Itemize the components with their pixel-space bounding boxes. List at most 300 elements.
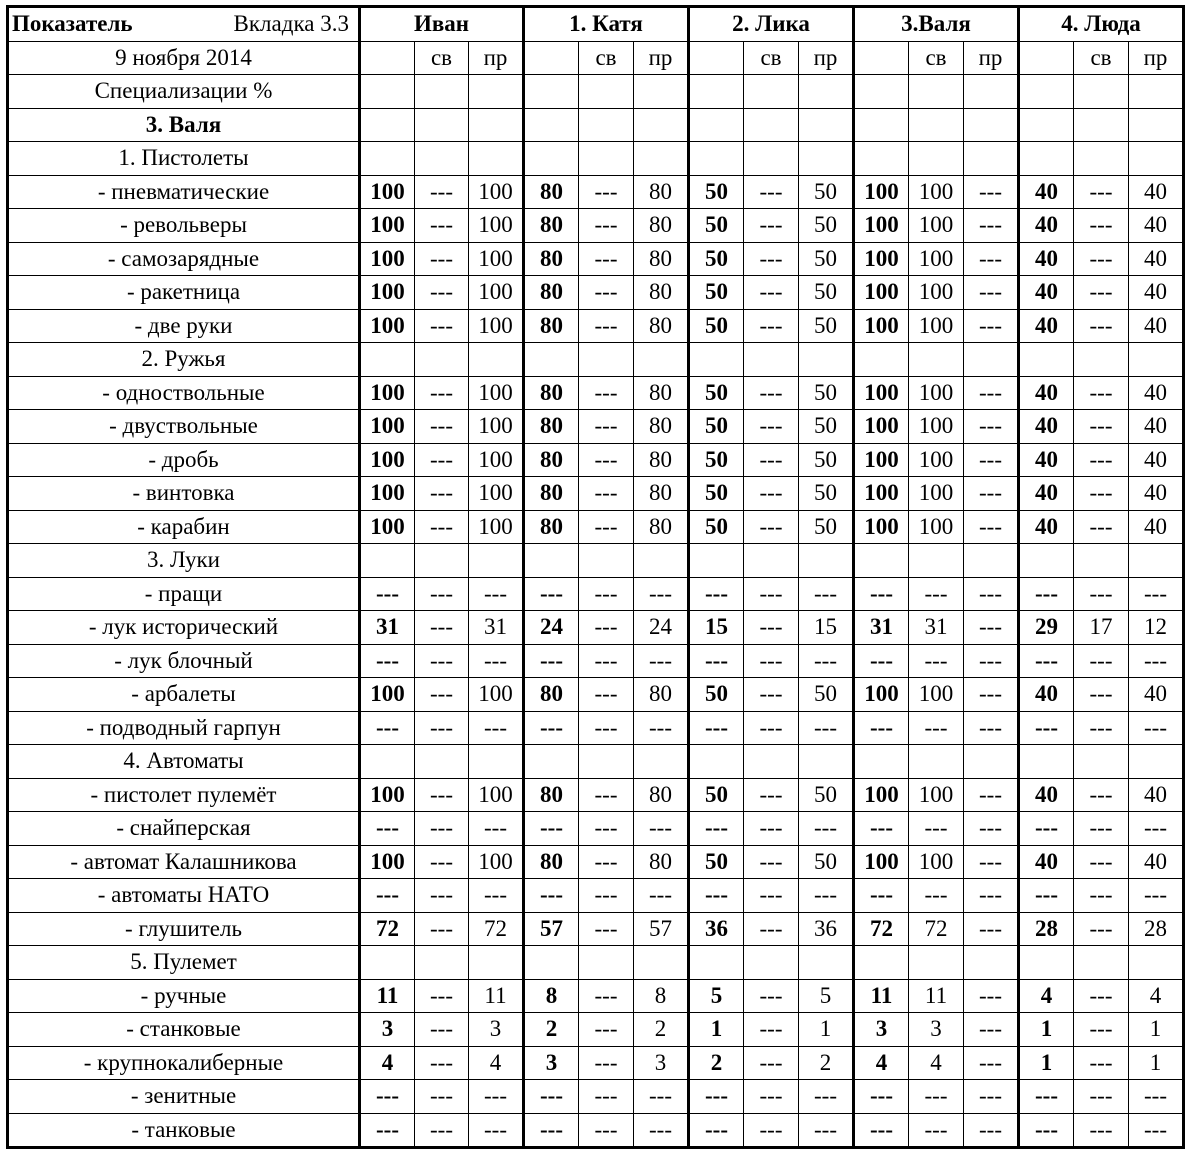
- total-cell: 50: [689, 376, 744, 410]
- pr-cell: 100: [469, 510, 524, 544]
- empty-cell: [1074, 108, 1129, 142]
- pr-cell: 15: [799, 611, 854, 645]
- pr-cell: ---: [799, 644, 854, 678]
- sv-cell: ---: [579, 477, 634, 511]
- row-label: 4. Автоматы: [8, 745, 360, 779]
- sv-cell: ---: [415, 879, 469, 913]
- total-cell: 40: [1019, 778, 1074, 812]
- table-row: [8, 410, 1184, 444]
- pr-cell: 100: [469, 276, 524, 310]
- empty-cell: [1019, 108, 1074, 142]
- row-label: - карабин: [8, 510, 360, 544]
- row-label: - пневматические: [8, 175, 360, 209]
- empty-cell: [854, 142, 909, 176]
- sv-cell: ---: [1074, 845, 1129, 879]
- pr-cell: 50: [799, 309, 854, 343]
- sv-cell: ---: [744, 1013, 799, 1047]
- total-cell: 50: [689, 175, 744, 209]
- sv-cell: ---: [744, 644, 799, 678]
- empty-cell: [799, 343, 854, 377]
- total-cell: 100: [854, 477, 909, 511]
- total-cell: 50: [689, 778, 744, 812]
- sv-cell: 31: [909, 611, 964, 645]
- sv-cell: ---: [1074, 678, 1129, 712]
- sv-cell: ---: [744, 477, 799, 511]
- sv-cell: 72: [909, 912, 964, 946]
- pr-cell: 100: [469, 209, 524, 243]
- pr-cell: ---: [634, 711, 689, 745]
- empty-cell: [799, 75, 854, 109]
- pr-cell: 5: [799, 979, 854, 1013]
- empty-cell: [524, 946, 579, 980]
- pr-cell: 11: [469, 979, 524, 1013]
- total-cell: 80: [524, 376, 579, 410]
- empty-cell: [964, 946, 1019, 980]
- total-cell: 50: [689, 410, 744, 444]
- total-cell: 11: [854, 979, 909, 1013]
- sv-cell: ---: [415, 175, 469, 209]
- empty-cell: [1129, 75, 1184, 109]
- empty-cell: [689, 75, 744, 109]
- empty-cell: [469, 544, 524, 578]
- empty-cell: [579, 343, 634, 377]
- sv-cell: ---: [1074, 1013, 1129, 1047]
- empty-cell: [469, 946, 524, 980]
- pr-cell: 36: [799, 912, 854, 946]
- empty-cell: [909, 75, 964, 109]
- pr-cell: ---: [964, 1113, 1019, 1148]
- pr-cell: ---: [634, 879, 689, 913]
- pr-cell: 100: [469, 175, 524, 209]
- sv-cell: ---: [415, 477, 469, 511]
- empty-cell: [964, 745, 1019, 779]
- empty-cell: [909, 745, 964, 779]
- sv-cell: ---: [579, 309, 634, 343]
- total-cell: 40: [1019, 845, 1074, 879]
- pr-cell: 80: [634, 443, 689, 477]
- sv-cell: ---: [1074, 912, 1129, 946]
- empty-cell: [634, 946, 689, 980]
- empty-cell: [799, 745, 854, 779]
- total-cell: ---: [524, 812, 579, 846]
- pr-cell: 72: [469, 912, 524, 946]
- empty-cell: [909, 343, 964, 377]
- pr-cell: 40: [1129, 376, 1184, 410]
- sv-cell: ---: [744, 1046, 799, 1080]
- section-row: [8, 343, 1184, 377]
- sv-cell: ---: [579, 711, 634, 745]
- sv-cell: 100: [909, 242, 964, 276]
- sv-cell: ---: [1074, 1046, 1129, 1080]
- sv-cell: ---: [1074, 242, 1129, 276]
- pr-cell: 100: [469, 443, 524, 477]
- empty-cell: [415, 75, 469, 109]
- pr-cell: ---: [469, 577, 524, 611]
- section-row: [8, 142, 1184, 176]
- empty-cell: [524, 343, 579, 377]
- pr-cell: 80: [634, 678, 689, 712]
- sv-cell: ---: [415, 410, 469, 444]
- pr-cell: ---: [964, 644, 1019, 678]
- empty-cell: [1019, 745, 1074, 779]
- total-cell: 3: [360, 1013, 415, 1047]
- sv-cell: ---: [415, 443, 469, 477]
- tab-label: Вкладка 3.3: [233, 11, 349, 37]
- sv-cell: ---: [415, 644, 469, 678]
- sv-cell: ---: [579, 1013, 634, 1047]
- total-cell: 50: [689, 510, 744, 544]
- sv-cell: ---: [415, 242, 469, 276]
- empty-cell: [909, 142, 964, 176]
- pr-cell: ---: [1129, 879, 1184, 913]
- table-row: [8, 1046, 1184, 1080]
- empty-cell: [964, 343, 1019, 377]
- sv-cell: ---: [415, 1113, 469, 1148]
- pr-cell: 1: [1129, 1013, 1184, 1047]
- sv-cell: ---: [579, 276, 634, 310]
- total-cell: 100: [854, 778, 909, 812]
- sub-total-2: [689, 41, 744, 75]
- sv-cell: ---: [1074, 510, 1129, 544]
- total-cell: 80: [524, 678, 579, 712]
- indicator-header-cell: [8, 7, 360, 42]
- table-row: [8, 611, 1184, 645]
- pr-cell: 3: [634, 1046, 689, 1080]
- empty-cell: [524, 108, 579, 142]
- sv-cell: ---: [744, 778, 799, 812]
- total-cell: 80: [524, 309, 579, 343]
- header-row-names: [8, 7, 1184, 42]
- total-cell: 100: [360, 376, 415, 410]
- pr-cell: 40: [1129, 845, 1184, 879]
- sub-pr-0: пр: [469, 41, 524, 75]
- pr-cell: 8: [634, 979, 689, 1013]
- pr-cell: 80: [634, 309, 689, 343]
- sv-cell: ---: [579, 175, 634, 209]
- sv-cell: ---: [1074, 979, 1129, 1013]
- sv-cell: ---: [909, 1113, 964, 1148]
- empty-cell: [415, 745, 469, 779]
- empty-cell: [854, 745, 909, 779]
- section-row: [8, 108, 1184, 142]
- pr-cell: ---: [799, 812, 854, 846]
- person-header-2: 2. Лика: [689, 7, 854, 42]
- pr-cell: 100: [469, 678, 524, 712]
- sv-cell: 17: [1074, 611, 1129, 645]
- total-cell: 40: [1019, 510, 1074, 544]
- sv-cell: ---: [415, 309, 469, 343]
- total-cell: 40: [1019, 443, 1074, 477]
- pr-cell: ---: [634, 644, 689, 678]
- sv-cell: ---: [744, 209, 799, 243]
- row-label: - пистолет пулемёт: [8, 778, 360, 812]
- sv-cell: ---: [1074, 644, 1129, 678]
- total-cell: 50: [689, 845, 744, 879]
- total-cell: 40: [1019, 242, 1074, 276]
- pr-cell: 80: [634, 477, 689, 511]
- total-cell: ---: [524, 577, 579, 611]
- sv-cell: ---: [415, 1013, 469, 1047]
- empty-cell: [469, 142, 524, 176]
- person-header-3: 3.Валя: [854, 7, 1019, 42]
- sv-cell: ---: [909, 711, 964, 745]
- row-label: - танковые: [8, 1113, 360, 1148]
- row-label: - лук исторический: [8, 611, 360, 645]
- sv-cell: ---: [579, 644, 634, 678]
- sub-total-3: [854, 41, 909, 75]
- pr-cell: ---: [964, 1046, 1019, 1080]
- row-label: Специализации %: [8, 75, 360, 109]
- pr-cell: 100: [469, 778, 524, 812]
- pr-cell: 50: [799, 778, 854, 812]
- empty-cell: [1019, 142, 1074, 176]
- total-cell: 100: [360, 175, 415, 209]
- sub-sv-1: св: [579, 41, 634, 75]
- sv-cell: ---: [579, 209, 634, 243]
- empty-cell: [415, 544, 469, 578]
- pr-cell: ---: [964, 979, 1019, 1013]
- sv-cell: ---: [744, 242, 799, 276]
- pr-cell: ---: [634, 1080, 689, 1114]
- empty-cell: [909, 544, 964, 578]
- pr-cell: ---: [634, 812, 689, 846]
- empty-cell: [469, 343, 524, 377]
- pr-cell: 28: [1129, 912, 1184, 946]
- sv-cell: ---: [909, 812, 964, 846]
- total-cell: ---: [854, 1080, 909, 1114]
- sv-cell: ---: [415, 979, 469, 1013]
- sv-cell: ---: [744, 309, 799, 343]
- pr-cell: ---: [1129, 1080, 1184, 1114]
- sv-cell: ---: [415, 1080, 469, 1114]
- pr-cell: 57: [634, 912, 689, 946]
- sv-cell: 100: [909, 477, 964, 511]
- total-cell: 100: [360, 309, 415, 343]
- pr-cell: 40: [1129, 443, 1184, 477]
- pr-cell: 40: [1129, 242, 1184, 276]
- pr-cell: ---: [964, 611, 1019, 645]
- pr-cell: ---: [964, 477, 1019, 511]
- pr-cell: ---: [964, 879, 1019, 913]
- row-label: - лук блочный: [8, 644, 360, 678]
- pr-cell: 31: [469, 611, 524, 645]
- sv-cell: ---: [579, 845, 634, 879]
- total-cell: ---: [524, 1080, 579, 1114]
- total-cell: 100: [854, 175, 909, 209]
- pr-cell: ---: [964, 1013, 1019, 1047]
- total-cell: 28: [1019, 912, 1074, 946]
- total-cell: 80: [524, 443, 579, 477]
- sv-cell: ---: [744, 443, 799, 477]
- sv-cell: ---: [1074, 711, 1129, 745]
- sv-cell: 100: [909, 443, 964, 477]
- empty-cell: [1019, 946, 1074, 980]
- total-cell: ---: [689, 644, 744, 678]
- sv-cell: ---: [579, 376, 634, 410]
- pr-cell: 40: [1129, 477, 1184, 511]
- total-cell: ---: [689, 711, 744, 745]
- total-cell: 1: [1019, 1046, 1074, 1080]
- total-cell: 80: [524, 510, 579, 544]
- empty-cell: [415, 946, 469, 980]
- sv-cell: 100: [909, 678, 964, 712]
- row-label: - снайперская: [8, 812, 360, 846]
- sv-cell: ---: [1074, 778, 1129, 812]
- total-cell: ---: [1019, 1113, 1074, 1148]
- empty-cell: [360, 75, 415, 109]
- sv-cell: 11: [909, 979, 964, 1013]
- pr-cell: 50: [799, 175, 854, 209]
- row-label: 3. Луки: [8, 544, 360, 578]
- pr-cell: ---: [799, 711, 854, 745]
- total-cell: 50: [689, 242, 744, 276]
- empty-cell: [744, 544, 799, 578]
- header-row-sub: [8, 41, 1184, 75]
- table-row: [8, 912, 1184, 946]
- sv-cell: 3: [909, 1013, 964, 1047]
- pr-cell: ---: [1129, 1113, 1184, 1148]
- pr-cell: ---: [964, 175, 1019, 209]
- sv-cell: ---: [1074, 209, 1129, 243]
- sv-cell: ---: [744, 410, 799, 444]
- empty-cell: [1019, 343, 1074, 377]
- sv-cell: ---: [1074, 477, 1129, 511]
- empty-cell: [964, 75, 1019, 109]
- empty-cell: [689, 142, 744, 176]
- empty-cell: [524, 745, 579, 779]
- pr-cell: 1: [799, 1013, 854, 1047]
- empty-cell: [360, 343, 415, 377]
- pr-cell: ---: [799, 577, 854, 611]
- total-cell: 80: [524, 175, 579, 209]
- table-row: [8, 577, 1184, 611]
- empty-cell: [415, 343, 469, 377]
- pr-cell: ---: [469, 879, 524, 913]
- pr-cell: 50: [799, 477, 854, 511]
- sub-total-0: [360, 41, 415, 75]
- sv-cell: ---: [1074, 577, 1129, 611]
- empty-cell: [799, 544, 854, 578]
- total-cell: ---: [1019, 812, 1074, 846]
- total-cell: 40: [1019, 276, 1074, 310]
- sv-cell: 100: [909, 510, 964, 544]
- sv-cell: 100: [909, 410, 964, 444]
- sub-pr-2: пр: [799, 41, 854, 75]
- pr-cell: 40: [1129, 410, 1184, 444]
- total-cell: ---: [524, 711, 579, 745]
- sv-cell: ---: [579, 510, 634, 544]
- empty-cell: [1129, 745, 1184, 779]
- total-cell: 100: [854, 309, 909, 343]
- total-cell: ---: [524, 1113, 579, 1148]
- sv-cell: 100: [909, 845, 964, 879]
- sv-cell: ---: [1074, 1113, 1129, 1148]
- pr-cell: ---: [799, 1113, 854, 1148]
- empty-cell: [579, 946, 634, 980]
- empty-cell: [579, 108, 634, 142]
- empty-cell: [360, 544, 415, 578]
- sv-cell: 100: [909, 209, 964, 243]
- row-label: - крупнокалиберные: [8, 1046, 360, 1080]
- table-row: [8, 644, 1184, 678]
- empty-cell: [1129, 108, 1184, 142]
- total-cell: ---: [854, 577, 909, 611]
- sv-cell: ---: [415, 1046, 469, 1080]
- sv-cell: ---: [1074, 879, 1129, 913]
- pr-cell: ---: [1129, 644, 1184, 678]
- row-label: - самозарядные: [8, 242, 360, 276]
- row-label: 3. Валя: [8, 108, 360, 142]
- total-cell: 80: [524, 410, 579, 444]
- total-cell: ---: [689, 1080, 744, 1114]
- pr-cell: ---: [964, 912, 1019, 946]
- total-cell: ---: [854, 879, 909, 913]
- sv-cell: ---: [744, 912, 799, 946]
- table-row: [8, 276, 1184, 310]
- total-cell: 100: [854, 209, 909, 243]
- row-label: - арбалеты: [8, 678, 360, 712]
- total-cell: ---: [1019, 711, 1074, 745]
- pr-cell: 40: [1129, 778, 1184, 812]
- pr-cell: ---: [964, 778, 1019, 812]
- pr-cell: 100: [469, 477, 524, 511]
- sub-sv-4: св: [1074, 41, 1129, 75]
- empty-cell: [909, 946, 964, 980]
- pr-cell: ---: [964, 443, 1019, 477]
- empty-cell: [744, 142, 799, 176]
- sv-cell: ---: [744, 1113, 799, 1148]
- table-row: [8, 879, 1184, 913]
- empty-cell: [964, 142, 1019, 176]
- pr-cell: ---: [964, 577, 1019, 611]
- sv-cell: ---: [579, 443, 634, 477]
- sv-cell: ---: [415, 678, 469, 712]
- total-cell: ---: [360, 577, 415, 611]
- total-cell: 72: [360, 912, 415, 946]
- pr-cell: 1: [1129, 1046, 1184, 1080]
- pr-cell: 80: [634, 276, 689, 310]
- sv-cell: ---: [744, 678, 799, 712]
- row-label: - зенитные: [8, 1080, 360, 1114]
- empty-cell: [524, 75, 579, 109]
- sv-cell: ---: [909, 879, 964, 913]
- empty-cell: [854, 343, 909, 377]
- empty-cell: [854, 544, 909, 578]
- total-cell: 50: [689, 309, 744, 343]
- pr-cell: 50: [799, 276, 854, 310]
- sub-pr-4: пр: [1129, 41, 1184, 75]
- pr-cell: 80: [634, 175, 689, 209]
- pr-cell: 50: [799, 376, 854, 410]
- pr-cell: ---: [634, 1113, 689, 1148]
- empty-cell: [360, 946, 415, 980]
- total-cell: 1: [689, 1013, 744, 1047]
- total-cell: 4: [854, 1046, 909, 1080]
- total-cell: 40: [1019, 410, 1074, 444]
- empty-cell: [634, 142, 689, 176]
- row-label: - автомат Калашникова: [8, 845, 360, 879]
- total-cell: ---: [1019, 1080, 1074, 1114]
- total-cell: 1: [1019, 1013, 1074, 1047]
- total-cell: ---: [360, 812, 415, 846]
- pr-cell: 80: [634, 778, 689, 812]
- pr-cell: 40: [1129, 309, 1184, 343]
- sv-cell: 100: [909, 778, 964, 812]
- total-cell: 3: [854, 1013, 909, 1047]
- total-cell: 50: [689, 477, 744, 511]
- sv-cell: ---: [1074, 812, 1129, 846]
- empty-cell: [744, 108, 799, 142]
